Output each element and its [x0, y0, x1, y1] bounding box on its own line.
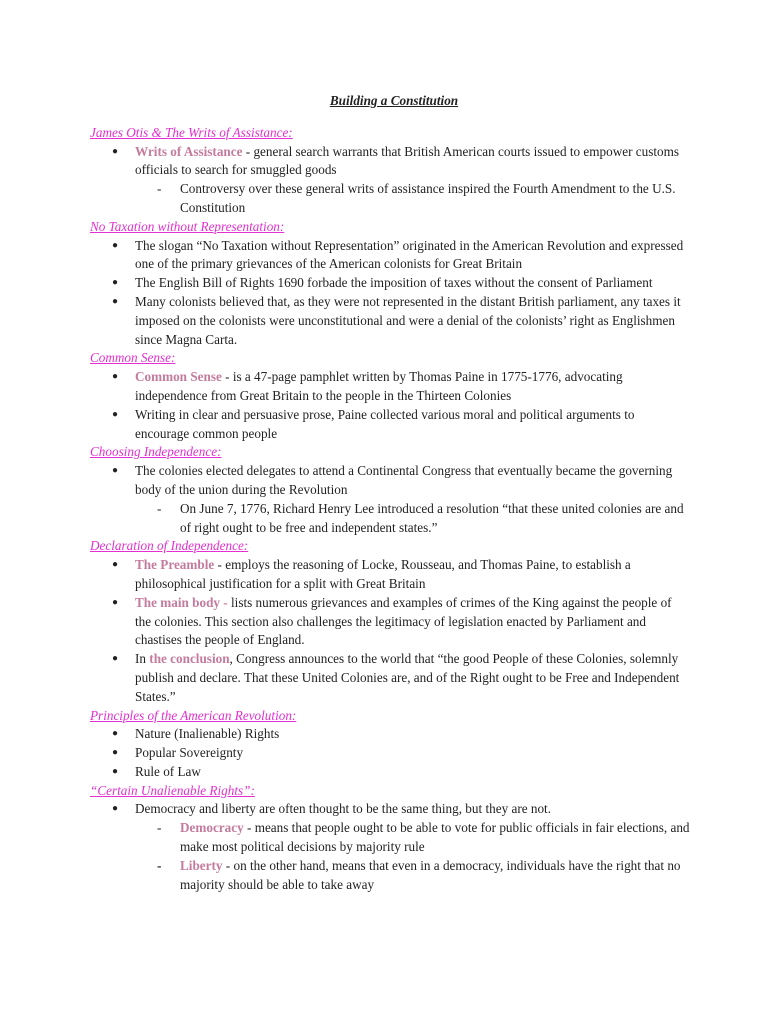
item-text: Many colonists believed that, as they were not represented in the distant British parliament, any taxes it imposed on the colonists were unconstitutional and were a denial of the colonists’ right as Englishmen since Magna Carta.: [135, 293, 681, 347]
list-item: [90, 800, 690, 894]
bullet-icon: ●: [112, 596, 119, 608]
sub-list-item: [135, 500, 690, 538]
sub-item-text: - means that people ought to be able to vote for public officials in fair elections, and make most political decisions by majority rule: [180, 820, 690, 855]
bullet-icon: ●: [112, 277, 119, 289]
sub-list: [135, 819, 690, 894]
bullet-list: [90, 237, 690, 350]
item-term: Writs of Assistance: [135, 143, 243, 159]
document-page: [90, 92, 690, 894]
sub-list-item: [135, 180, 690, 218]
bullet-icon: ●: [112, 465, 119, 477]
item-text-block: [135, 238, 683, 272]
list-item: [90, 406, 690, 444]
sub-list: [135, 180, 690, 218]
list-item: [90, 763, 690, 782]
item-text-block: [135, 294, 681, 347]
bullet-list: [90, 462, 690, 537]
item-text: Democracy and liberty are often thought to be the same thing, but they are not.: [135, 801, 552, 817]
document-body: [90, 124, 690, 895]
item-term: Common Sense: [135, 369, 222, 385]
bullet-icon: ●: [112, 145, 119, 157]
dash-icon: -: [157, 181, 162, 197]
list-item: [90, 274, 690, 293]
bullet-list: [90, 368, 690, 443]
section-heading: No Taxation without Representation:: [90, 218, 285, 234]
item-term: The Preamble: [135, 557, 215, 573]
item-text: - is a 47-page pamphlet written by Thomas Paine in 1775-1776, advocating independence from Great Britain to the people in the Thirteen Colonies: [135, 369, 623, 403]
list-item: [90, 462, 690, 537]
item-term: The main body -: [135, 594, 228, 610]
list-item: [90, 237, 690, 275]
sub-list-item: [135, 819, 690, 857]
bullet-icon: ●: [112, 653, 119, 665]
item-text-block: [135, 275, 653, 290]
list-item: [90, 744, 690, 763]
sub-item-term: Liberty: [180, 857, 223, 873]
sub-item-text-block: [180, 501, 684, 535]
list-item: [90, 293, 690, 349]
list-item: [90, 725, 690, 744]
sub-item-text: On June 7, 1776, Richard Henry Lee introduced a resolution “that these united colonies are and of right ought to be free and independent states.”: [180, 500, 684, 535]
bullet-icon: ●: [112, 747, 119, 759]
item-text-block: [135, 407, 634, 441]
list-item: [90, 556, 690, 594]
item-text: Writing in clear and persuasive prose, Paine collected various moral and political arguments to encourage common people: [135, 406, 635, 441]
item-term: the conclusion: [149, 651, 230, 667]
bullet-icon: ●: [112, 408, 119, 420]
item-text: The colonies elected delegates to attend a Continental Congress that eventually became the governing body of the union during the Revolution: [135, 463, 673, 497]
sub-item-text-block: [180, 181, 676, 215]
sub-item-text-block: [180, 820, 690, 854]
bullet-icon: ●: [112, 371, 119, 383]
section-heading: Common Sense:: [90, 350, 176, 366]
sub-item-text-block: [180, 858, 681, 892]
section-heading: Principles of the American Revolution:: [90, 707, 297, 723]
item-text-block: [135, 745, 243, 760]
item-text-block: [135, 726, 279, 741]
bullet-list: [90, 556, 690, 706]
bullet-icon: ●: [112, 765, 119, 777]
sub-item-text: Controversy over these general writs of assistance inspired the Fourth Amendment to the U.S. Constitution: [180, 181, 676, 215]
dash-icon: -: [157, 857, 162, 873]
bullet-icon: ●: [112, 239, 119, 251]
item-text-block: [135, 801, 551, 816]
sub-list: [135, 500, 690, 538]
item-text-block: [135, 557, 631, 591]
bullet-list: [90, 143, 690, 218]
item-text: - general search warrants that British American courts issued to empower customs officials to search for smuggled goods: [135, 143, 679, 178]
item-text: , Congress announces to the world that “the good People of these Colonies, solemnly publish and declare. That these United Colonies are, and of the Right ought to be Free and Independent States.”: [135, 651, 680, 704]
list-item: [90, 594, 690, 650]
item-text: The English Bill of Rights 1690 forbade the imposition of taxes without the consent of Parliament: [135, 275, 653, 291]
bullet-icon: ●: [112, 559, 119, 571]
list-item: [90, 143, 690, 218]
bullet-list: [90, 725, 690, 781]
sub-item-text: - on the other hand, means that even in a democracy, individuals have the right that no majority should be able to take away: [180, 857, 681, 892]
item-text-block: [135, 764, 201, 779]
item-prefix: In: [135, 651, 150, 667]
document-title: Building a Constitution: [329, 93, 459, 108]
item-text: lists numerous grievances and examples of crimes of the King against the people of the colonies. This section also challenges the legitimacy of legislation enacted by Parliament and chastises the people of England.: [135, 594, 672, 648]
item-text-block: [135, 463, 672, 497]
item-text-block: [135, 369, 623, 403]
item-text: Popular Sovereignty: [135, 745, 244, 761]
bullet-icon: ●: [112, 728, 119, 740]
dash-icon: -: [157, 820, 162, 836]
dash-icon: -: [157, 500, 162, 516]
bullet-list: [90, 800, 690, 894]
sub-list-item: [135, 857, 690, 895]
bullet-icon: ●: [112, 295, 119, 307]
sub-item-term: Democracy: [180, 820, 244, 836]
item-text: Rule of Law: [135, 763, 201, 779]
section-heading: James Otis & The Writs of Assistance:: [90, 124, 293, 140]
list-item: [90, 368, 690, 406]
item-text: - employs the reasoning of Locke, Rousseau, and Thomas Paine, to establish a philosophical justification for a split with Great Britain: [135, 557, 631, 591]
item-text-block: [135, 595, 672, 648]
item-text-block: [135, 651, 679, 704]
bullet-icon: ●: [112, 803, 119, 815]
item-text: The slogan “No Taxation without Representation” originated in the American Revolution and expressed one of the primary grievances of the American colonists for Great Britain: [135, 237, 684, 272]
item-text-block: [135, 144, 679, 178]
list-item: [90, 650, 690, 706]
section-heading: Declaration of Independence:: [90, 538, 249, 554]
section-heading: “Certain Unalienable Rights”:: [90, 782, 255, 798]
item-text: Nature (Inalienable) Rights: [135, 726, 280, 742]
section-heading: Choosing Independence:: [90, 444, 222, 460]
